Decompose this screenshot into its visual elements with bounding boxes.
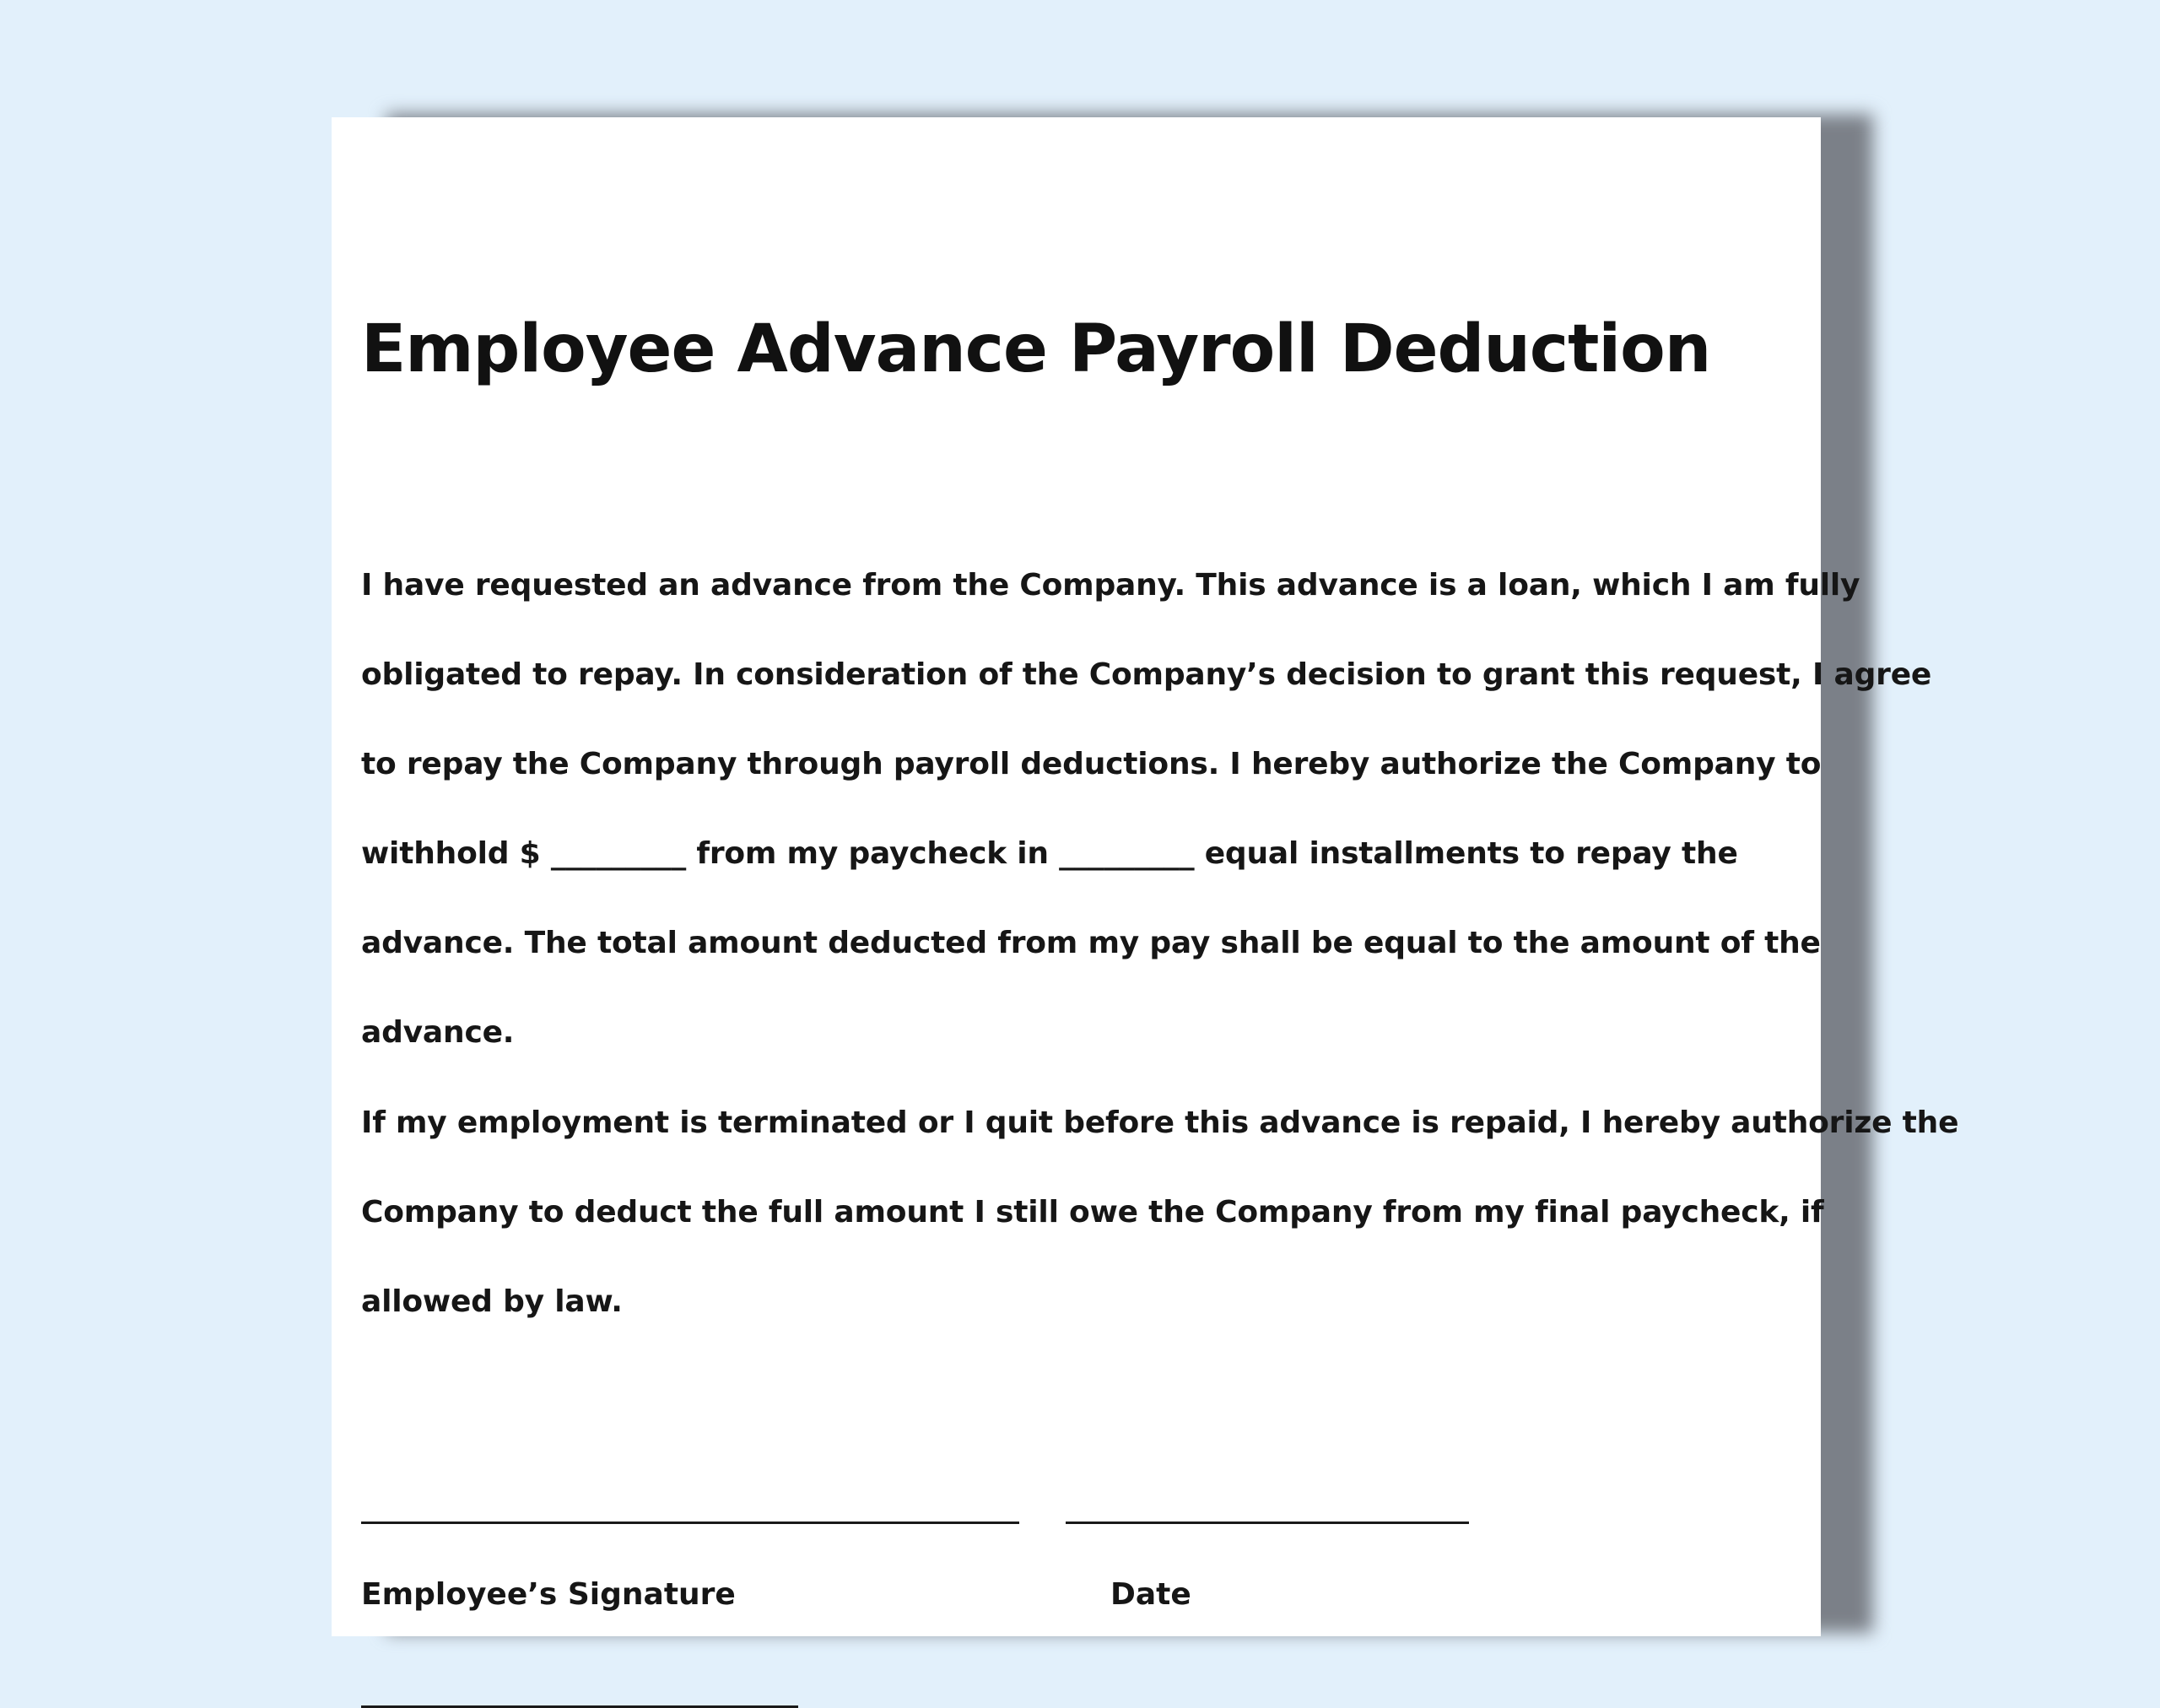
document-page <box>332 117 1959 1636</box>
paragraph-line: allowed by law. <box>361 1284 623 1319</box>
paragraph-line: I have requested an advance from the Company. This advance is a loan, which I am fully <box>361 568 1860 603</box>
date-line <box>1066 1522 1469 1524</box>
employee-signature-label: Employee’s Signature <box>361 1577 736 1612</box>
paragraph-line: If my employment is terminated or I quit before this advance is repaid, I hereby authorize the <box>361 1105 1959 1140</box>
paragraph-termination-terms <box>361 1078 1959 1347</box>
paragraph-line: Company to deduct the full amount I still owe the Company from my final paycheck, if <box>361 1195 1824 1230</box>
paragraph-line: advance. <box>361 1015 515 1050</box>
date-label: Date <box>1110 1577 1191 1612</box>
paragraph-advance-terms <box>361 541 1932 1078</box>
paragraph-line: advance. The total amount deducted from my pay shall be equal to the amount of the <box>361 926 1821 960</box>
employee-signature-line <box>361 1522 1019 1524</box>
document-title: Employee Advance Payroll Deduction <box>361 311 1711 387</box>
paragraph-line-withhold: withhold $ _________ from my paycheck in _________ equal installments to repay the <box>361 836 1738 871</box>
paragraph-line: to repay the Company through payroll deductions. I hereby authorize the Company to <box>361 747 1822 781</box>
paragraph-line: obligated to repay. In consideration of the Company’s decision to grant this request, I agree <box>361 657 1932 692</box>
